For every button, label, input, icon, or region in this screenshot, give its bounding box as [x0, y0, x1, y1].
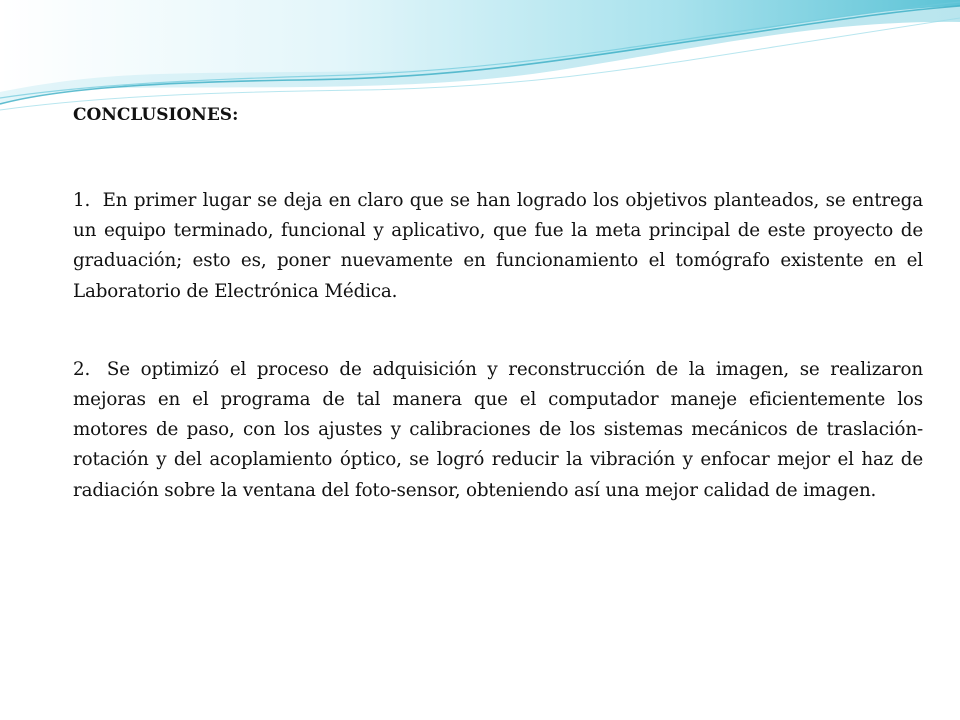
conclusion-2: [73, 355, 923, 506]
conclusion-2-text: Se optimizó el proceso de adquisición y reconstrucción de la imagen, se realizaron mejoras en el programa de tal manera que el computador maneje eficientemente los motores de paso, con los ajustes y calibraciones de los sistemas mecánicos de traslación-rotación y del acoplamiento óptico, se logró reducir la vibración y enfocar mejor el haz de radiación sobre la ventana del foto-sensor, obteniendo así una mejor calidad de imagen.: [73, 358, 923, 501]
conclusion-1-text: En primer lugar se deja en claro que se han logrado los objetivos planteados, se entrega un equipo terminado, funcional y aplicativo, que fue la meta principal de este proyecto de graduación; esto es, poner nuevamente en funcionamiento el tomógrafo existente en el Laboratorio de Electrónica Médica.: [73, 190, 923, 302]
conclusion-1: [73, 186, 923, 307]
slide-content: [73, 100, 923, 554]
conclusion-2-number: 2.: [73, 358, 91, 380]
slide-title: CONCLUSIONES:: [73, 105, 239, 125]
conclusion-1-number: 1.: [73, 190, 91, 211]
